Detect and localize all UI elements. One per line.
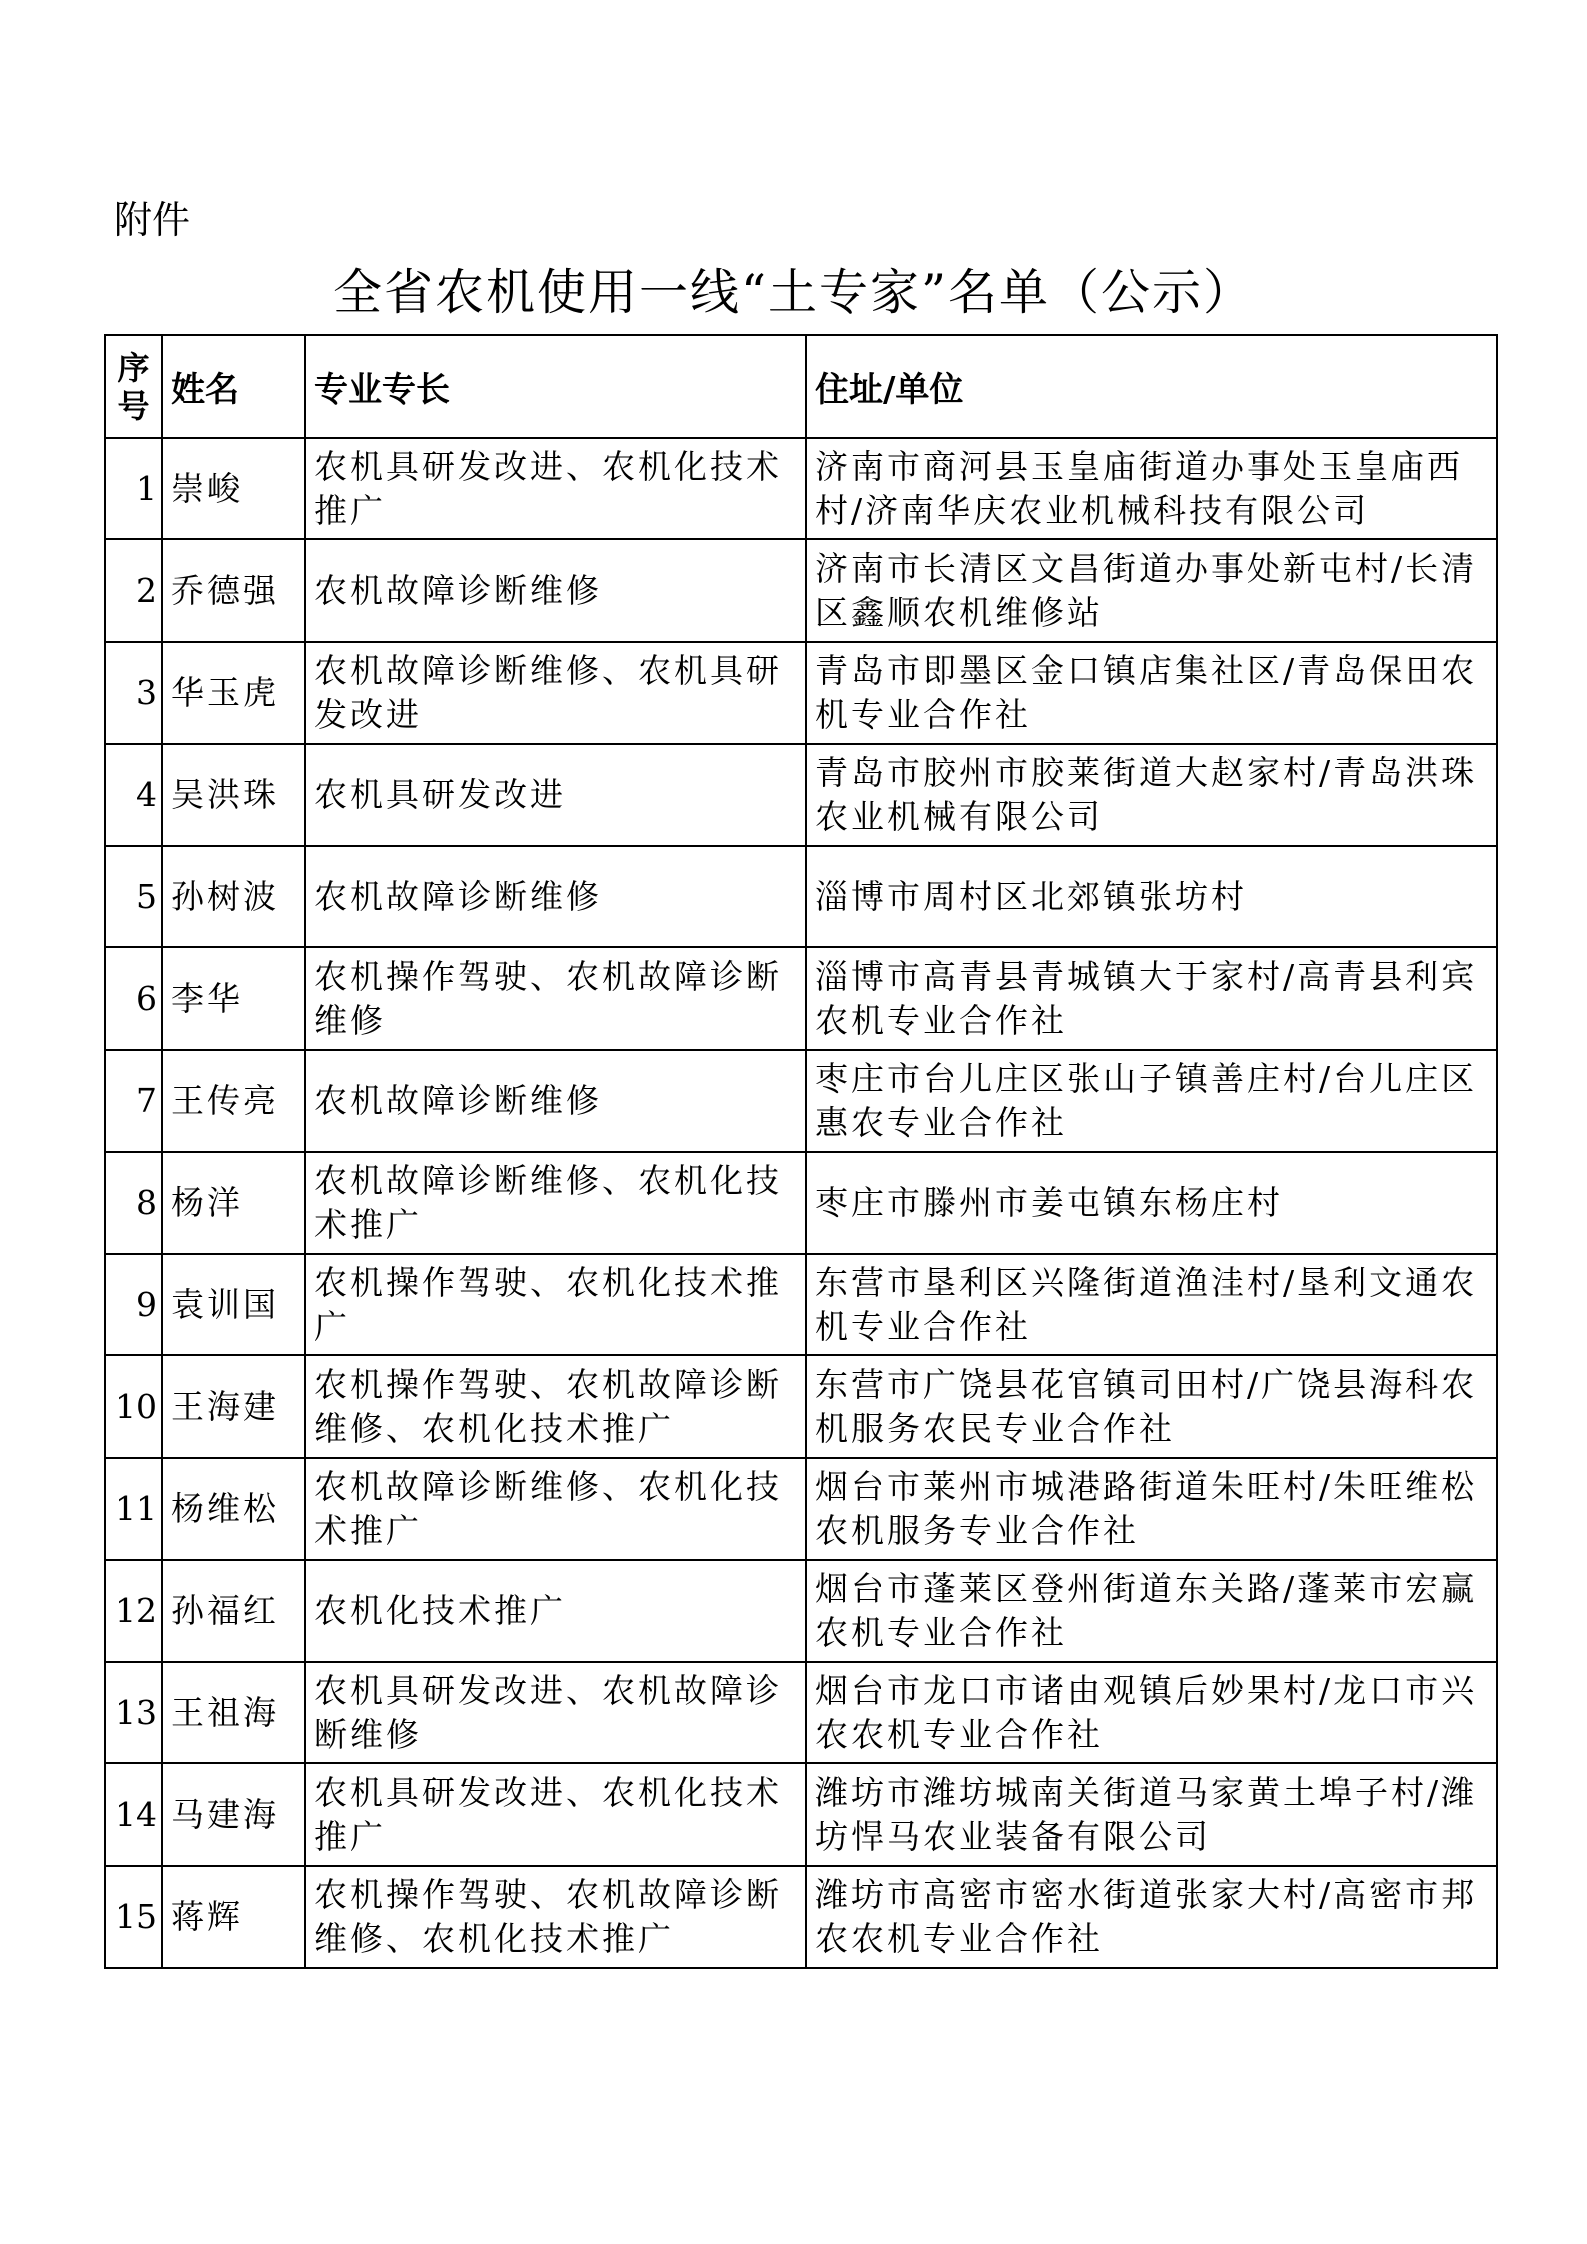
row-specialty: 农机操作驾驶、农机故障诊断维修、农机化技术推广 — [305, 1866, 806, 1968]
row-number: 13 — [105, 1662, 162, 1763]
header-seq-line2: 号 — [117, 386, 150, 425]
row-number: 7 — [105, 1050, 162, 1152]
row-name: 崇峻 — [162, 438, 305, 539]
row-address: 烟台市蓬莱区登州街道东关路/蓬莱市宏赢农机专业合作社 — [806, 1560, 1497, 1662]
row-specialty: 农机故障诊断维修 — [305, 1050, 806, 1152]
row-name: 王海建 — [162, 1355, 305, 1458]
table-row — [105, 642, 1497, 744]
table-body — [105, 438, 1497, 1968]
row-number: 14 — [105, 1763, 162, 1866]
row-address: 枣庄市台儿庄区张山子镇善庄村/台儿庄区惠农专业合作社 — [806, 1050, 1497, 1152]
table-row — [105, 1254, 1497, 1355]
row-specialty: 农机化技术推广 — [305, 1560, 806, 1662]
table-row — [105, 846, 1497, 947]
row-specialty: 农机具研发改进、农机化技术推广 — [305, 438, 806, 539]
row-name: 王祖海 — [162, 1662, 305, 1763]
row-address: 枣庄市滕州市姜屯镇东杨庄村 — [806, 1152, 1497, 1254]
row-address: 青岛市即墨区金口镇店集社区/青岛保田农机专业合作社 — [806, 642, 1497, 744]
row-address: 潍坊市高密市密水街道张家大村/高密市邦农农机专业合作社 — [806, 1866, 1497, 1968]
table-row — [105, 539, 1497, 642]
row-name: 吴洪珠 — [162, 744, 305, 846]
row-name: 王传亮 — [162, 1050, 305, 1152]
header-address — [806, 335, 1497, 438]
row-address: 烟台市龙口市诸由观镇后妙果村/龙口市兴农农机专业合作社 — [806, 1662, 1497, 1763]
row-address: 青岛市胶州市胶莱街道大赵家村/青岛洪珠农业机械有限公司 — [806, 744, 1497, 846]
row-specialty: 农机故障诊断维修、农机化技术推广 — [305, 1152, 806, 1254]
table-row — [105, 947, 1497, 1050]
row-name: 孙福红 — [162, 1560, 305, 1662]
row-name: 杨维松 — [162, 1458, 305, 1560]
row-specialty: 农机操作驾驶、农机故障诊断维修 — [305, 947, 806, 1050]
row-name: 蒋辉 — [162, 1866, 305, 1968]
row-address: 潍坊市潍坊城南关街道马家黄土埠子村/潍坊悍马农业装备有限公司 — [806, 1763, 1497, 1866]
document-title: 全省农机使用一线“土专家”名单（公示） — [332, 264, 1255, 321]
row-number: 8 — [105, 1152, 162, 1254]
table-row — [105, 1050, 1497, 1152]
row-number: 4 — [105, 744, 162, 846]
row-number: 3 — [105, 642, 162, 744]
expert-roster-table — [104, 334, 1498, 1969]
header-address-label: 住址/单位 — [815, 370, 964, 410]
header-seq-line1: 序 — [117, 348, 150, 387]
table-row — [105, 438, 1497, 539]
table-row — [105, 744, 1497, 846]
table-row — [105, 1866, 1497, 1968]
row-name: 杨洋 — [162, 1152, 305, 1254]
table-header-row — [105, 335, 1497, 438]
row-address: 东营市垦利区兴隆街道渔洼村/垦利文通农机专业合作社 — [806, 1254, 1497, 1355]
header-name — [162, 335, 305, 438]
row-name: 马建海 — [162, 1763, 305, 1866]
row-number: 2 — [105, 539, 162, 642]
row-specialty: 农机故障诊断维修、农机具研发改进 — [305, 642, 806, 744]
row-specialty: 农机操作驾驶、农机故障诊断维修、农机化技术推广 — [305, 1355, 806, 1458]
row-specialty: 农机故障诊断维修 — [305, 846, 806, 947]
row-address: 淄博市高青县青城镇大于家村/高青县利宾农机专业合作社 — [806, 947, 1497, 1050]
row-number: 5 — [105, 846, 162, 947]
row-number: 6 — [105, 947, 162, 1050]
row-specialty: 农机故障诊断维修 — [305, 539, 806, 642]
row-number: 11 — [105, 1458, 162, 1560]
row-address: 淄博市周村区北郊镇张坊村 — [806, 846, 1497, 947]
row-number: 9 — [105, 1254, 162, 1355]
table-row — [105, 1355, 1497, 1458]
row-address: 济南市长清区文昌街道办事处新屯村/长清区鑫顺农机维修站 — [806, 539, 1497, 642]
table-row — [105, 1560, 1497, 1662]
row-specialty: 农机操作驾驶、农机化技术推广 — [305, 1254, 806, 1355]
row-specialty: 农机具研发改进 — [305, 744, 806, 846]
row-name: 李华 — [162, 947, 305, 1050]
row-address: 烟台市莱州市城港路街道朱旺村/朱旺维松农机服务专业合作社 — [806, 1458, 1497, 1560]
row-number: 1 — [105, 438, 162, 539]
table-row — [105, 1763, 1497, 1866]
table-row — [105, 1458, 1497, 1560]
table-row — [105, 1662, 1497, 1763]
row-name: 孙树波 — [162, 846, 305, 947]
row-address: 济南市商河县玉皇庙街道办事处玉皇庙西村/济南华庆农业机械科技有限公司 — [806, 438, 1497, 539]
row-number: 15 — [105, 1866, 162, 1968]
row-number: 12 — [105, 1560, 162, 1662]
header-specialty-label: 专业专长 — [314, 370, 450, 410]
row-name: 华玉虎 — [162, 642, 305, 744]
row-specialty: 农机故障诊断维修、农机化技术推广 — [305, 1458, 806, 1560]
header-specialty — [305, 335, 806, 438]
header-name-label: 姓名 — [171, 370, 239, 410]
row-name: 乔德强 — [162, 539, 305, 642]
row-specialty: 农机具研发改进、农机化技术推广 — [305, 1763, 806, 1866]
header-seq — [105, 335, 162, 438]
row-name: 袁训国 — [162, 1254, 305, 1355]
row-address: 东营市广饶县花官镇司田村/广饶县海科农机服务农民专业合作社 — [806, 1355, 1497, 1458]
row-specialty: 农机具研发改进、农机故障诊断维修 — [305, 1662, 806, 1763]
attachment-label: 附件 — [114, 198, 191, 242]
row-number: 10 — [105, 1355, 162, 1458]
table-row — [105, 1152, 1497, 1254]
